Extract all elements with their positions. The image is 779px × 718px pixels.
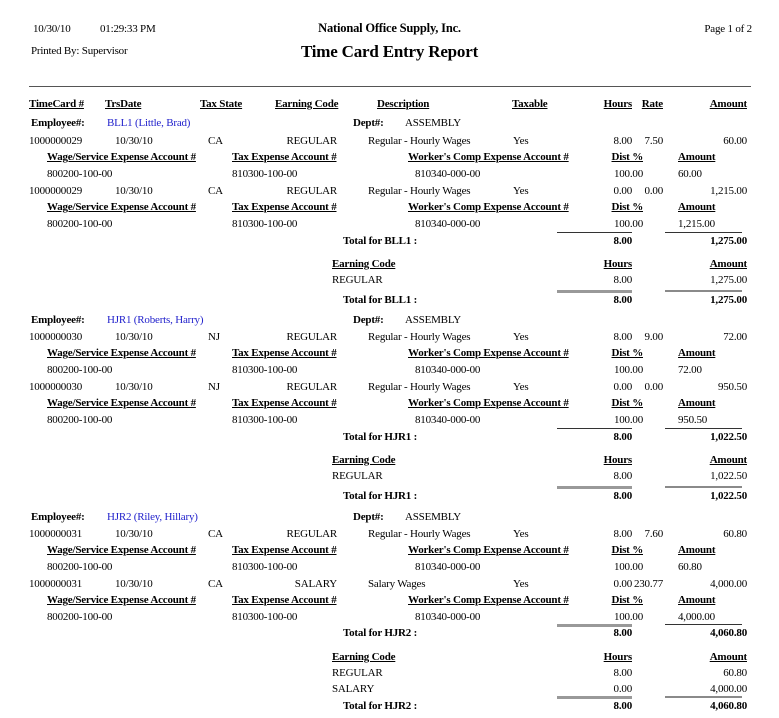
workers-comp-account-value: 810340-000-00 — [415, 218, 481, 230]
total-amount-rule — [665, 624, 742, 625]
entry-row — [0, 578, 779, 593]
tax-state: CA — [208, 185, 223, 197]
subcol-tax-account: Tax Expense Account # — [232, 347, 337, 359]
printed-by-value: Supervisor — [81, 45, 128, 57]
summary-amount: 4,000.00 — [710, 683, 747, 695]
subcol-workers-comp-account: Worker's Comp Expense Account # — [408, 347, 569, 359]
hours-value: 0.00 — [613, 381, 632, 393]
total-row — [0, 235, 779, 250]
header-divider — [29, 86, 751, 87]
subcol-workers-comp-account: Worker's Comp Expense Account # — [408, 151, 569, 163]
dist-pct-value: 100.00 — [613, 364, 643, 376]
total-row — [0, 627, 779, 642]
total-label: Total for BLL1 : — [343, 235, 418, 247]
entry-row — [0, 185, 779, 200]
earning-summary-row — [0, 274, 779, 289]
earning-summary-header-row — [0, 258, 779, 273]
subcol-amount: Amount — [678, 594, 716, 606]
subcol-dist-pct: Dist % — [611, 397, 643, 409]
timecard-number: 1000000031 — [29, 528, 83, 540]
dept-label: Dept#: — [353, 511, 384, 523]
earning-summary-row — [0, 683, 779, 698]
trs-date: 10/30/10 — [115, 381, 153, 393]
final-total-amount: 1,022.50 — [710, 490, 747, 502]
subcol-wage-account: Wage/Service Expense Account # — [47, 544, 196, 556]
expense-subheader-row — [0, 397, 779, 412]
expense-subvalue-row — [0, 364, 779, 379]
tax-account-value: 810300-100-00 — [232, 561, 298, 573]
total-label: Total for HJR1 : — [343, 431, 418, 443]
col-rate: Rate — [641, 98, 663, 110]
final-total-label: Total for HJR1 : — [343, 490, 418, 502]
report-time: 01:29:33 PM — [100, 23, 156, 35]
subcol-tax-account: Tax Expense Account # — [232, 397, 337, 409]
total-amount-rule — [665, 232, 742, 233]
subcol-amount: Amount — [678, 347, 716, 359]
final-amount-rule — [665, 290, 742, 292]
trs-date: 10/30/10 — [115, 185, 153, 197]
dept-label: Dept#: — [353, 314, 384, 326]
earning-description: Regular - Hourly Wages — [368, 381, 471, 393]
total-hours: 8.00 — [613, 431, 632, 443]
employee-header-row — [0, 511, 779, 526]
expense-subheader-row — [0, 347, 779, 362]
final-total-hours: 8.00 — [613, 294, 632, 306]
hours-value: 8.00 — [613, 331, 632, 343]
subcol-tax-account: Tax Expense Account # — [232, 544, 337, 556]
subcol-tax-account: Tax Expense Account # — [232, 594, 337, 606]
summary-hours: 8.00 — [613, 470, 632, 482]
rate-value: 9.00 — [644, 331, 663, 343]
dist-amount-value: 950.50 — [678, 414, 708, 426]
dist-amount-value: 1,215.00 — [678, 218, 715, 230]
earning-code: REGULAR — [286, 135, 337, 147]
taxable-flag: Yes — [513, 135, 529, 147]
dist-amount-value: 60.00 — [678, 168, 702, 180]
subcol-dist-pct: Dist % — [611, 347, 643, 359]
earning-code: REGULAR — [286, 331, 337, 343]
rate-value: 0.00 — [644, 185, 663, 197]
tax-account-value: 810300-100-00 — [232, 611, 298, 623]
final-hours-rule — [557, 486, 632, 489]
subcol-amount: Amount — [678, 544, 716, 556]
final-total-row — [0, 490, 779, 505]
subcol-tax-account: Tax Expense Account # — [232, 151, 337, 163]
col-trsdate: TrsDate — [105, 98, 142, 110]
earning-code: REGULAR — [286, 528, 337, 540]
subcol-wage-account: Wage/Service Expense Account # — [47, 151, 196, 163]
dist-pct-value: 100.00 — [613, 611, 643, 623]
expense-subheader-row — [0, 151, 779, 166]
wage-account-value: 800200-100-00 — [47, 168, 113, 180]
page-indicator: Page 1 of 2 — [704, 23, 752, 35]
dist-pct-value: 100.00 — [613, 414, 643, 426]
subcol-tax-account: Tax Expense Account # — [232, 201, 337, 213]
tax-state: CA — [208, 578, 223, 590]
wage-account-value: 800200-100-00 — [47, 364, 113, 376]
summary-col-earning-code: Earning Code — [332, 651, 396, 663]
earning-description: Salary Wages — [368, 578, 426, 590]
wage-account-value: 800200-100-00 — [47, 611, 113, 623]
col-earning-code: Earning Code — [275, 98, 339, 110]
timecard-number: 1000000031 — [29, 578, 83, 590]
total-hours: 8.00 — [613, 235, 632, 247]
total-amount-rule — [665, 428, 742, 429]
tax-state: NJ — [208, 381, 220, 393]
rate-value: 7.60 — [644, 528, 663, 540]
employee-label: Employee#: — [31, 314, 85, 326]
final-amount-rule — [665, 696, 742, 698]
employee-label: Employee#: — [31, 117, 85, 129]
tax-state: CA — [208, 528, 223, 540]
dist-amount-value: 4,000.00 — [678, 611, 715, 623]
summary-col-amount: Amount — [709, 454, 747, 466]
final-hours-rule — [557, 696, 632, 699]
earning-description: Regular - Hourly Wages — [368, 185, 471, 197]
dept-value: ASSEMBLY — [405, 117, 461, 129]
expense-subvalue-row — [0, 168, 779, 183]
wage-account-value: 800200-100-00 — [47, 414, 113, 426]
amount-value: 72.00 — [723, 331, 747, 343]
final-total-label: Total for HJR2 : — [343, 700, 418, 712]
taxable-flag: Yes — [513, 578, 529, 590]
col-description: Description — [377, 98, 430, 110]
rate-value: 0.00 — [644, 381, 663, 393]
total-row — [0, 431, 779, 446]
col-amount: Amount — [709, 98, 747, 110]
taxable-flag: Yes — [513, 331, 529, 343]
total-hours-rule — [557, 232, 632, 233]
subcol-dist-pct: Dist % — [611, 544, 643, 556]
summary-col-hours: Hours — [603, 651, 632, 663]
total-label: Total for HJR2 : — [343, 627, 418, 639]
subcol-amount: Amount — [678, 151, 716, 163]
dept-label: Dept#: — [353, 117, 384, 129]
col-tax-state: Tax State — [200, 98, 243, 110]
report-title: Time Card Entry Report — [300, 42, 479, 61]
summary-code: REGULAR — [332, 274, 383, 286]
tax-account-value: 810300-100-00 — [232, 218, 298, 230]
earning-code: SALARY — [294, 578, 337, 590]
expense-subheader-row — [0, 544, 779, 559]
trs-date: 10/30/10 — [115, 528, 153, 540]
entry-row — [0, 135, 779, 150]
summary-col-earning-code: Earning Code — [332, 258, 396, 270]
amount-value: 950.50 — [717, 381, 747, 393]
final-total-amount: 4,060.80 — [710, 700, 747, 712]
amount-value: 60.00 — [723, 135, 747, 147]
employee-link[interactable]: HJR2 (Riley, Hillary) — [107, 511, 198, 523]
earning-description: Regular - Hourly Wages — [368, 331, 471, 343]
workers-comp-account-value: 810340-000-00 — [415, 364, 481, 376]
summary-hours: 8.00 — [613, 667, 632, 679]
summary-amount: 1,022.50 — [710, 470, 747, 482]
expense-subvalue-row — [0, 218, 779, 233]
total-amount: 1,022.50 — [710, 431, 747, 443]
subcol-amount: Amount — [678, 201, 716, 213]
final-total-row — [0, 700, 779, 715]
subcol-wage-account: Wage/Service Expense Account # — [47, 397, 196, 409]
expense-subvalue-row — [0, 414, 779, 429]
column-header-row — [0, 98, 779, 113]
summary-col-amount: Amount — [709, 651, 747, 663]
employee-header-row — [0, 314, 779, 329]
tax-account-value: 810300-100-00 — [232, 168, 298, 180]
earning-summary-row — [0, 470, 779, 485]
rate-value: 7.50 — [644, 135, 663, 147]
total-amount: 1,275.00 — [710, 235, 747, 247]
earning-description: Regular - Hourly Wages — [368, 135, 471, 147]
amount-value: 4,000.00 — [710, 578, 747, 590]
final-total-label: Total for BLL1 : — [343, 294, 418, 306]
timecard-number: 1000000029 — [29, 185, 83, 197]
trs-date: 10/30/10 — [115, 331, 153, 343]
hours-value: 8.00 — [613, 135, 632, 147]
earning-description: Regular - Hourly Wages — [368, 528, 471, 540]
dist-pct-value: 100.00 — [613, 218, 643, 230]
report-date: 10/30/10 — [33, 23, 71, 35]
employee-header-row — [0, 117, 779, 132]
summary-hours: 0.00 — [613, 683, 632, 695]
timecard-number: 1000000030 — [29, 381, 83, 393]
dept-value: ASSEMBLY — [405, 314, 461, 326]
company-name: National Office Supply, Inc. — [318, 21, 461, 35]
workers-comp-account-value: 810340-000-00 — [415, 611, 481, 623]
amount-value: 1,215.00 — [710, 185, 747, 197]
earning-summary-header-row — [0, 651, 779, 666]
total-amount: 4,060.80 — [710, 627, 747, 639]
dept-value: ASSEMBLY — [405, 511, 461, 523]
tax-account-value: 810300-100-00 — [232, 364, 298, 376]
subcol-workers-comp-account: Worker's Comp Expense Account # — [408, 594, 569, 606]
earning-summary-header-row — [0, 454, 779, 469]
expense-subvalue-row — [0, 611, 779, 626]
entry-row — [0, 381, 779, 396]
hours-value: 8.00 — [613, 528, 632, 540]
entry-row — [0, 331, 779, 346]
total-hours-rule — [557, 428, 632, 429]
summary-col-amount: Amount — [709, 258, 747, 270]
expense-subheader-row — [0, 201, 779, 216]
taxable-flag: Yes — [513, 381, 529, 393]
timecard-number: 1000000030 — [29, 331, 83, 343]
amount-value: 60.80 — [723, 528, 747, 540]
col-timecard: TimeCard # — [29, 98, 84, 110]
final-total-row — [0, 294, 779, 309]
summary-code: REGULAR — [332, 470, 383, 482]
summary-col-earning-code: Earning Code — [332, 454, 396, 466]
subcol-workers-comp-account: Worker's Comp Expense Account # — [408, 397, 569, 409]
summary-col-hours: Hours — [603, 258, 632, 270]
subcol-wage-account: Wage/Service Expense Account # — [47, 347, 196, 359]
col-taxable: Taxable — [512, 98, 548, 110]
subcol-wage-account: Wage/Service Expense Account # — [47, 201, 196, 213]
tax-state: CA — [208, 135, 223, 147]
workers-comp-account-value: 810340-000-00 — [415, 561, 481, 573]
workers-comp-account-value: 810340-000-00 — [415, 168, 481, 180]
dist-pct-value: 100.00 — [613, 561, 643, 573]
timecard-number: 1000000029 — [29, 135, 83, 147]
expense-subvalue-row — [0, 561, 779, 576]
final-amount-rule — [665, 486, 742, 488]
dist-amount-value: 60.80 — [678, 561, 702, 573]
final-total-amount: 1,275.00 — [710, 294, 747, 306]
expense-subheader-row — [0, 594, 779, 609]
final-total-hours: 8.00 — [613, 700, 632, 712]
subcol-dist-pct: Dist % — [611, 151, 643, 163]
employee-link[interactable]: BLL1 (Little, Brad) — [107, 117, 191, 129]
dist-amount-value: 72.00 — [678, 364, 702, 376]
subcol-amount: Amount — [678, 397, 716, 409]
summary-amount: 1,275.00 — [710, 274, 747, 286]
hours-value: 0.00 — [613, 578, 632, 590]
summary-code: SALARY — [332, 683, 375, 695]
subcol-dist-pct: Dist % — [611, 201, 643, 213]
subcol-dist-pct: Dist % — [611, 594, 643, 606]
wage-account-value: 800200-100-00 — [47, 561, 113, 573]
hours-value: 0.00 — [613, 185, 632, 197]
summary-hours: 8.00 — [613, 274, 632, 286]
summary-col-hours: Hours — [603, 454, 632, 466]
summary-code: REGULAR — [332, 667, 383, 679]
rate-value: 230.77 — [633, 578, 663, 590]
total-hours: 8.00 — [613, 627, 632, 639]
printed-by-label: Printed By: — [31, 45, 80, 57]
entry-row — [0, 528, 779, 543]
taxable-flag: Yes — [513, 528, 529, 540]
earning-code: REGULAR — [286, 381, 337, 393]
subcol-wage-account: Wage/Service Expense Account # — [47, 594, 196, 606]
earning-summary-row — [0, 667, 779, 682]
tax-account-value: 810300-100-00 — [232, 414, 298, 426]
trs-date: 10/30/10 — [115, 578, 153, 590]
final-total-hours: 8.00 — [613, 490, 632, 502]
earning-code: REGULAR — [286, 185, 337, 197]
wage-account-value: 800200-100-00 — [47, 218, 113, 230]
final-hours-rule — [557, 290, 632, 293]
taxable-flag: Yes — [513, 185, 529, 197]
col-hours: Hours — [603, 98, 632, 110]
tax-state: NJ — [208, 331, 220, 343]
dist-pct-value: 100.00 — [613, 168, 643, 180]
subcol-workers-comp-account: Worker's Comp Expense Account # — [408, 544, 569, 556]
summary-amount: 60.80 — [723, 667, 747, 679]
employee-link[interactable]: HJR1 (Roberts, Harry) — [107, 314, 204, 326]
workers-comp-account-value: 810340-000-00 — [415, 414, 481, 426]
employee-label: Employee#: — [31, 511, 85, 523]
trs-date: 10/30/10 — [115, 135, 153, 147]
subcol-workers-comp-account: Worker's Comp Expense Account # — [408, 201, 569, 213]
